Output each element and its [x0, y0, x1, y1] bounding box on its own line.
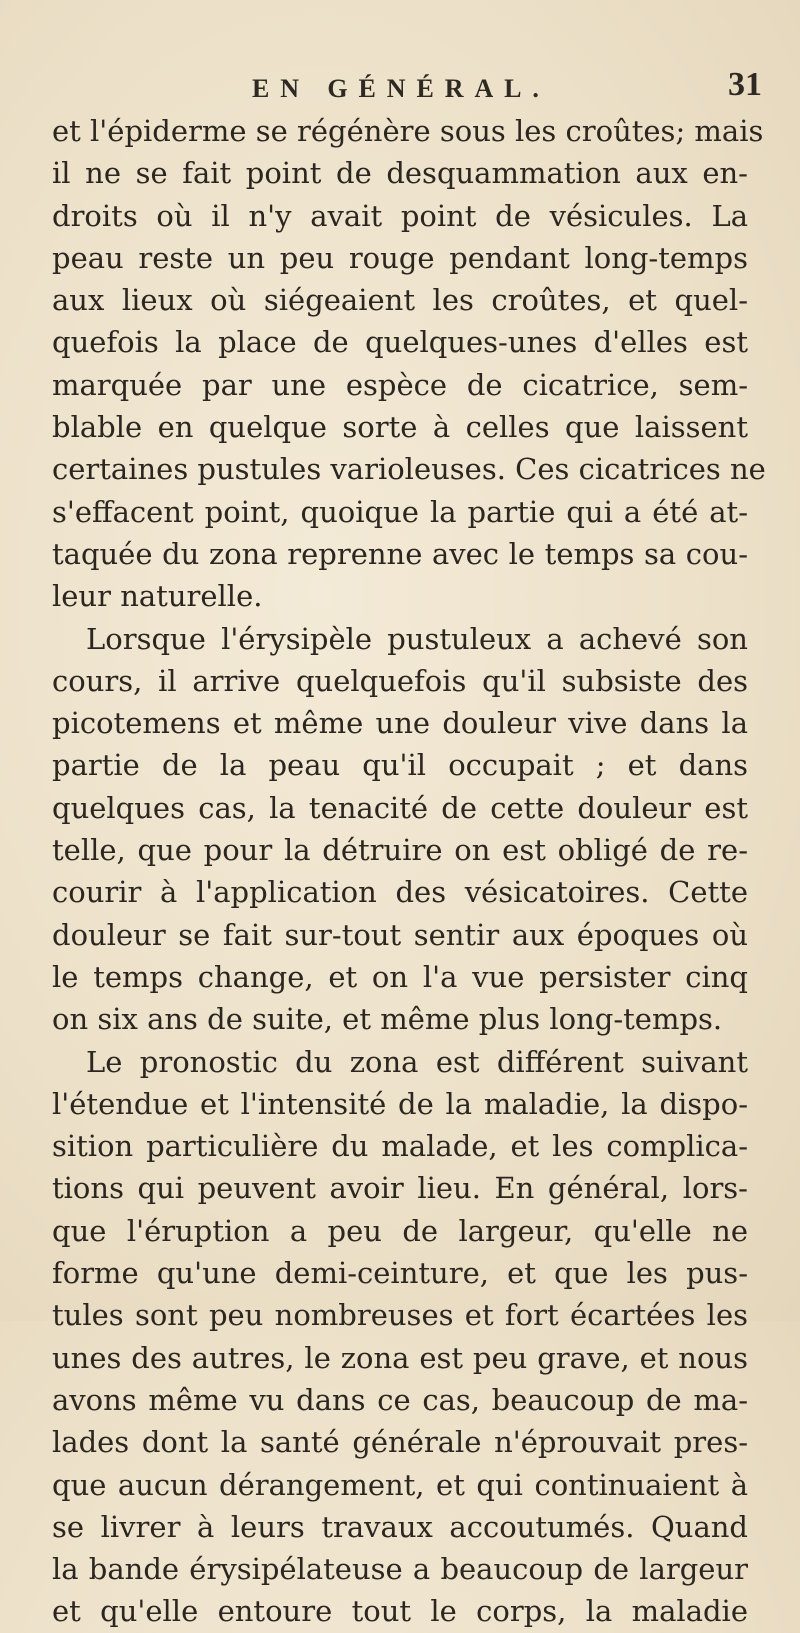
text-line: s'effacent point, quoique la partie qui a été at- [52, 494, 748, 529]
text-line: il ne se fait point de desquammation aux en- [52, 156, 748, 191]
text-line: forme qu'une demi-ceinture, et que les pus- [52, 1256, 748, 1291]
text-line: l'étendue et l'intensité de la maladie, la dispo- [52, 1086, 748, 1121]
text-line: et qu'elle entoure tout le corps, la maladie [52, 1594, 748, 1629]
text-line: on six ans de suite, et même plus long-temps. [52, 1002, 723, 1037]
text-line: blable en quelque sorte à celles que laissent [52, 410, 748, 445]
text-line: peau reste un peu rouge pendant long-temps [52, 240, 748, 275]
text-line: certaines pustules varioleuses. Ces cicatrices ne [52, 452, 766, 487]
text-line: se livrer à leurs travaux accoutumés. Quand [52, 1509, 748, 1544]
text-line: courir à l'application des vésicatoires. Cette [52, 875, 748, 910]
text-line: cours, il arrive quelquefois qu'il subsiste des [52, 663, 748, 698]
running-head [0, 66, 800, 106]
text-line: Le pronostic du zona est différent suivant [86, 1044, 748, 1079]
text-line: picotemens et même une douleur vive dans la [52, 706, 748, 741]
running-title: EN GÉNÉRAL. [252, 74, 550, 103]
text-line: Lorsque l'érysipèle pustuleux a achevé son [86, 621, 748, 656]
text-line: sition particulière du malade, et les complica- [52, 1129, 748, 1164]
text-line: telle, que pour la détruire on est obligé de re- [52, 833, 748, 868]
text-line: que l'éruption a peu de largeur, qu'elle ne [52, 1213, 748, 1248]
text-line: tions qui peuvent avoir lieu. En général, lors- [52, 1171, 748, 1206]
text-line: marquée par une espèce de cicatrice, sem- [52, 367, 748, 402]
text-line: aux lieux où siégeaient les croûtes, et quel- [52, 283, 748, 318]
text-line: que aucun dérangement, et qui continuaient à [52, 1467, 748, 1502]
text-line: le temps change, et on l'a vue persister cinq [52, 959, 748, 994]
text-line: leur naturelle. [52, 579, 263, 614]
text-line: quefois la place de quelques-unes d'elles est [52, 325, 748, 360]
text-line: tules sont peu nombreuses et fort écartées les [52, 1298, 748, 1333]
text-line: et l'épiderme se régénère sous les croûtes; mais [52, 114, 764, 148]
text-line: partie de la peau qu'il occupait ; et dans [52, 748, 748, 783]
text-line: la bande érysipélateuse a beaucoup de largeur [52, 1552, 748, 1587]
body-text [52, 110, 766, 1633]
page-number: 31 [728, 66, 762, 103]
text-line: taquée du zona reprenne avec le temps sa cou- [52, 536, 748, 571]
text-line: avons même vu dans ce cas, beaucoup de ma- [52, 1382, 748, 1417]
text-line: douleur se fait sur-tout sentir aux époques où [52, 917, 748, 952]
text-line: lades dont la santé générale n'éprouvait pres- [52, 1425, 748, 1460]
text-line: droits où il n'y avait point de vésicules. La [52, 198, 748, 233]
text-line: unes des autres, le zona est peu grave, et nous [52, 1340, 748, 1375]
text-line: quelques cas, la tenacité de cette douleur est [52, 790, 748, 825]
